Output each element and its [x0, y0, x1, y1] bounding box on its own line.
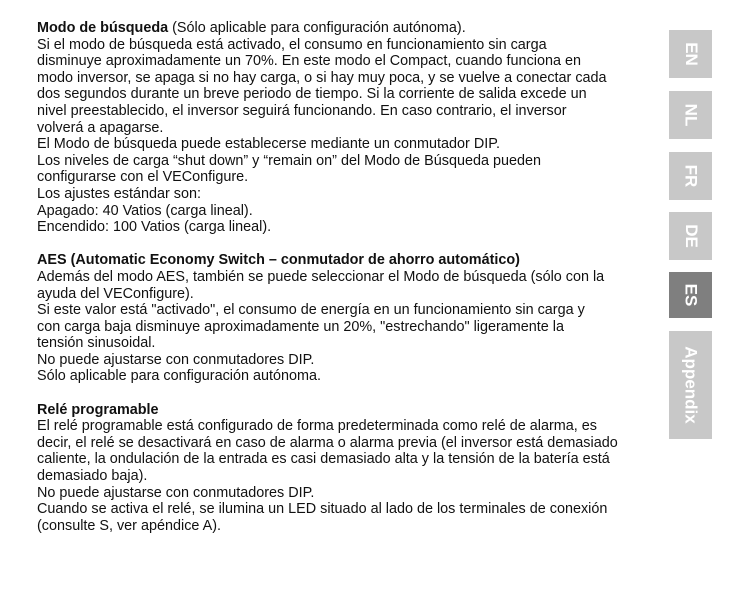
paragraph-line: modo inversor, se apaga si no hay carga, o si hay muy poca, y se vuelve a conectar cada [37, 69, 607, 86]
section-heading-line [37, 252, 662, 269]
section-heading-line [37, 20, 662, 37]
search-mode-section [37, 20, 662, 236]
paragraph-line: demasiado baja). [37, 468, 148, 485]
language-tab-fr[interactable] [669, 152, 712, 200]
paragraph-line: (consulte S, ver apéndice A). [37, 517, 221, 534]
paragraph-line: Apagado: 40 Vatios (carga lineal). [37, 202, 253, 219]
language-tab-es[interactable] [669, 272, 712, 318]
paragraph-line: dos segundos durante un breve periodo de tiempo. Si la corriente de salida excede un [37, 86, 587, 103]
language-tab-nl[interactable] [669, 91, 712, 139]
paragraph-line: nivel preestablecido, el inversor seguirá funcionando. En caso contrario, el inversor [37, 102, 567, 119]
paragraph-line: disminuye aproximadamente un 70%. En este modo el Compact, cuando funciona en [37, 53, 581, 70]
paragraph-line: Sólo aplicable para configuración autónoma. [37, 368, 322, 385]
paragraph-line: Los niveles de carga “shut down” y “remain on” del Modo de Búsqueda pueden [37, 152, 541, 169]
section-heading-note: (Sólo aplicable para configuración autónoma). [168, 20, 466, 36]
paragraph-line: No puede ajustarse con conmutadores DIP. [37, 351, 315, 368]
tab-label: EN [681, 42, 701, 66]
language-tab-en[interactable] [669, 30, 712, 78]
section-heading: AES (Automatic Economy Switch – conmutador de ahorro automático) [37, 252, 520, 269]
appendix-tab[interactable] [669, 331, 712, 439]
paragraph-line: No puede ajustarse con conmutadores DIP. [37, 484, 315, 501]
paragraph-line: Cuando se activa el relé, se ilumina un LED situado al lado de los terminales de conexión [37, 501, 608, 518]
tab-label: Appendix [681, 346, 701, 424]
paragraph-line: Los ajustes estándar son: [37, 185, 201, 202]
paragraph-line: ayuda del VEConfigure). [37, 285, 194, 302]
paragraph-line: configurarse con el VEConfigure. [37, 169, 249, 186]
paragraph-line: tensión sinusoidal. [37, 335, 156, 352]
paragraph-line: volverá a apagarse. [37, 119, 164, 136]
paragraph-line: decir, el relé se desactivará en caso de alarma o alarma previa (el inversor está demasiado [37, 434, 618, 451]
paragraph-line: El relé programable está configurado de forma predeterminada como relé de alarma, es [37, 418, 597, 435]
tab-label: NL [681, 103, 701, 127]
language-tab-de[interactable] [669, 212, 712, 260]
aes-section [37, 252, 662, 385]
paragraph-line: con carga baja disminuye aproximadamente un 20%, "estrechando" ligeramente la [37, 318, 564, 335]
paragraph-line: Si este valor está "activado", el consumo de energía en un funcionamiento sin carga y [37, 302, 585, 319]
tab-label: FR [681, 164, 701, 188]
section-heading: Modo de búsqueda [37, 20, 169, 36]
section-heading-line [37, 402, 662, 419]
section-heading: Relé programable [37, 401, 159, 418]
tab-label: DE [681, 224, 701, 248]
document-body [37, 20, 662, 551]
paragraph-line: caliente, la ondulación de la entrada es casi demasiado alta y la tensión de la batería está [37, 451, 610, 468]
paragraph-line: Si el modo de búsqueda está activado, el consumo en funcionamiento sin carga [37, 36, 547, 53]
tab-label: ES [681, 283, 701, 307]
programmable-relay-section [37, 402, 662, 535]
paragraph-line: Encendido: 100 Vatios (carga lineal). [37, 219, 272, 236]
paragraph-line: Además del modo AES, también se puede seleccionar el Modo de búsqueda (sólo con la [37, 268, 605, 285]
paragraph-line: El Modo de búsqueda puede establecerse mediante un conmutador DIP. [37, 136, 500, 153]
